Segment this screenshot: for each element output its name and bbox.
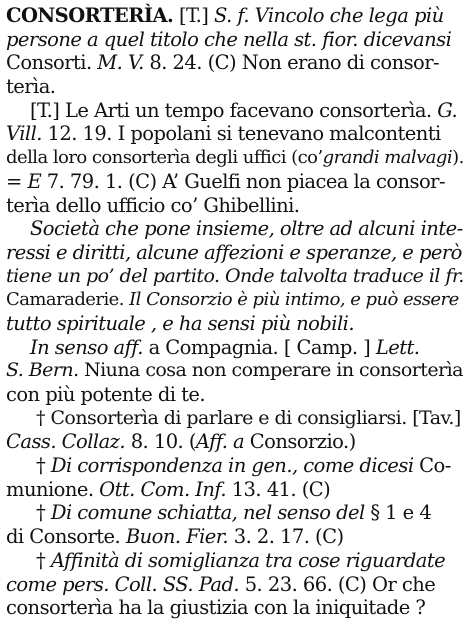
entry-line-2 <box>6 28 464 52</box>
text-segment: terìa dello ufficio co’ Ghibellini. <box>6 193 300 217</box>
entry-line-12 <box>6 265 464 289</box>
text-segment: Consorti. <box>6 51 98 75</box>
entry-line-6 <box>6 122 464 146</box>
text-segment: 3. 2. 17. (C) <box>233 525 344 549</box>
definition-text: Il Consorzio è più intimo, e può essere <box>129 289 459 311</box>
text-segment: Niuna cosa non comperare in consorterìa <box>84 359 463 382</box>
definition-text: tiene un po’ del partito. Onde talvolta traduce il fr. <box>6 264 464 287</box>
entry-line-9 <box>6 194 464 218</box>
text-segment: 8. 10. ( <box>130 430 196 454</box>
citation-source: M. V. <box>97 51 150 75</box>
text-segment: della loro consorterìa degli uffici (co’ <box>6 147 323 169</box>
citation-source: Ott. Com. Inf. <box>99 477 232 501</box>
entry-line-20 <box>6 454 464 478</box>
italic-segment: grandi malvagi <box>322 147 453 169</box>
italic-segment: Aff. a <box>195 430 250 454</box>
entry-line-11 <box>6 241 464 265</box>
citation-source: Vill. <box>6 122 48 146</box>
dagger-mark: † <box>36 548 51 572</box>
entry-line-18 <box>6 407 464 431</box>
definition-text: Di comune schiatta, nel senso del <box>50 501 371 525</box>
sense-label: In senso aff. <box>30 335 149 359</box>
text-segment: munione. <box>6 477 100 501</box>
dagger-mark: † <box>36 501 51 525</box>
text-segment: 7. 79. 1. (C) A’ Guelfi non piacea la consor- <box>46 169 445 193</box>
text-segment: con più potente di te. <box>6 383 206 406</box>
entry-line-17 <box>6 383 464 407</box>
entry-line-22 <box>6 501 464 525</box>
definition-text: Affinità di somiglianza tra cose riguardate <box>50 548 446 572</box>
text-segment: § 1 e 4 <box>370 501 432 525</box>
entry-line-5 <box>6 99 464 123</box>
citation-source: G. <box>437 98 458 122</box>
text-segment: a Compagnia. [ Camp. ] <box>148 335 376 359</box>
text-segment: 13. 41. (C) <box>231 477 331 501</box>
italic-segment: persone a quel titolo che nella st. fior. dicevansi <box>6 27 452 51</box>
definition-text: Di corrispondenza in gen., come dicesi <box>50 454 420 478</box>
entry-line-23 <box>6 525 464 549</box>
citation-source: Buon. Fier. <box>125 525 234 549</box>
entry-line-19 <box>6 430 464 454</box>
citation-source: S. Bern. <box>6 359 85 382</box>
text-segment: Co- <box>419 454 451 478</box>
entry-line-3 <box>6 51 464 75</box>
entry-line-4 <box>6 75 464 99</box>
text-segment: terìa. <box>6 75 56 99</box>
entry-line-21 <box>6 478 464 502</box>
italic-segment: S. f. Vincolo che lega più <box>213 4 444 27</box>
text-segment: [T.] Le Arti un tempo facevano consorterìa. <box>30 98 438 122</box>
entry-line-26 <box>6 596 464 620</box>
text-segment: Consorzio.) <box>249 430 356 454</box>
text-segment: di Consorte. <box>6 525 126 549</box>
text-segment: 12. 19. I popolani si tenevano malcontenti <box>47 122 441 146</box>
entry-line-13 <box>6 288 464 312</box>
citation-source: Lett. <box>375 335 420 359</box>
dagger-mark: † <box>36 454 51 478</box>
text-segment: consorterìa ha la giustizia con la iniquitade ? <box>6 596 426 620</box>
definition-text: tutto spirituale , e ha sensi più nobili. <box>6 311 354 335</box>
citation-source: come pers. Coll. SS. Pad. <box>6 572 245 596</box>
text-segment: Camaraderie. <box>6 289 130 311</box>
text-segment: † Consorterìa di parlare e di consigliarsi. [Tav.] <box>36 406 461 429</box>
entry-line-1 <box>6 4 464 28</box>
text-segment: ). <box>452 147 464 169</box>
headword: CONSORTERÌA. <box>6 4 174 27</box>
entry-line-25 <box>6 573 464 597</box>
definition-text: Società che pone insieme, oltre ad alcuni inte- <box>30 217 463 241</box>
text-segment: = <box>6 169 28 193</box>
entry-line-8 <box>6 170 464 194</box>
citation-source: Cass. Collaz. <box>6 430 131 454</box>
entry-line-7 <box>6 146 464 170</box>
entry-line-15 <box>6 336 464 360</box>
entry-line-14 <box>6 312 464 336</box>
text-segment: 5. 23. 66. (C) Or che <box>244 572 436 596</box>
text-segment: 8. 24. (C) Non erano di consor- <box>149 51 440 75</box>
entry-line-16 <box>6 359 464 383</box>
entry-line-24 <box>6 549 464 573</box>
entry-line-10 <box>6 217 464 241</box>
text-segment: [T.] <box>173 4 214 27</box>
definition-text: ressi e diritti, alcune affezioni e speranze, e però <box>6 240 462 264</box>
citation-source: E <box>27 169 47 193</box>
